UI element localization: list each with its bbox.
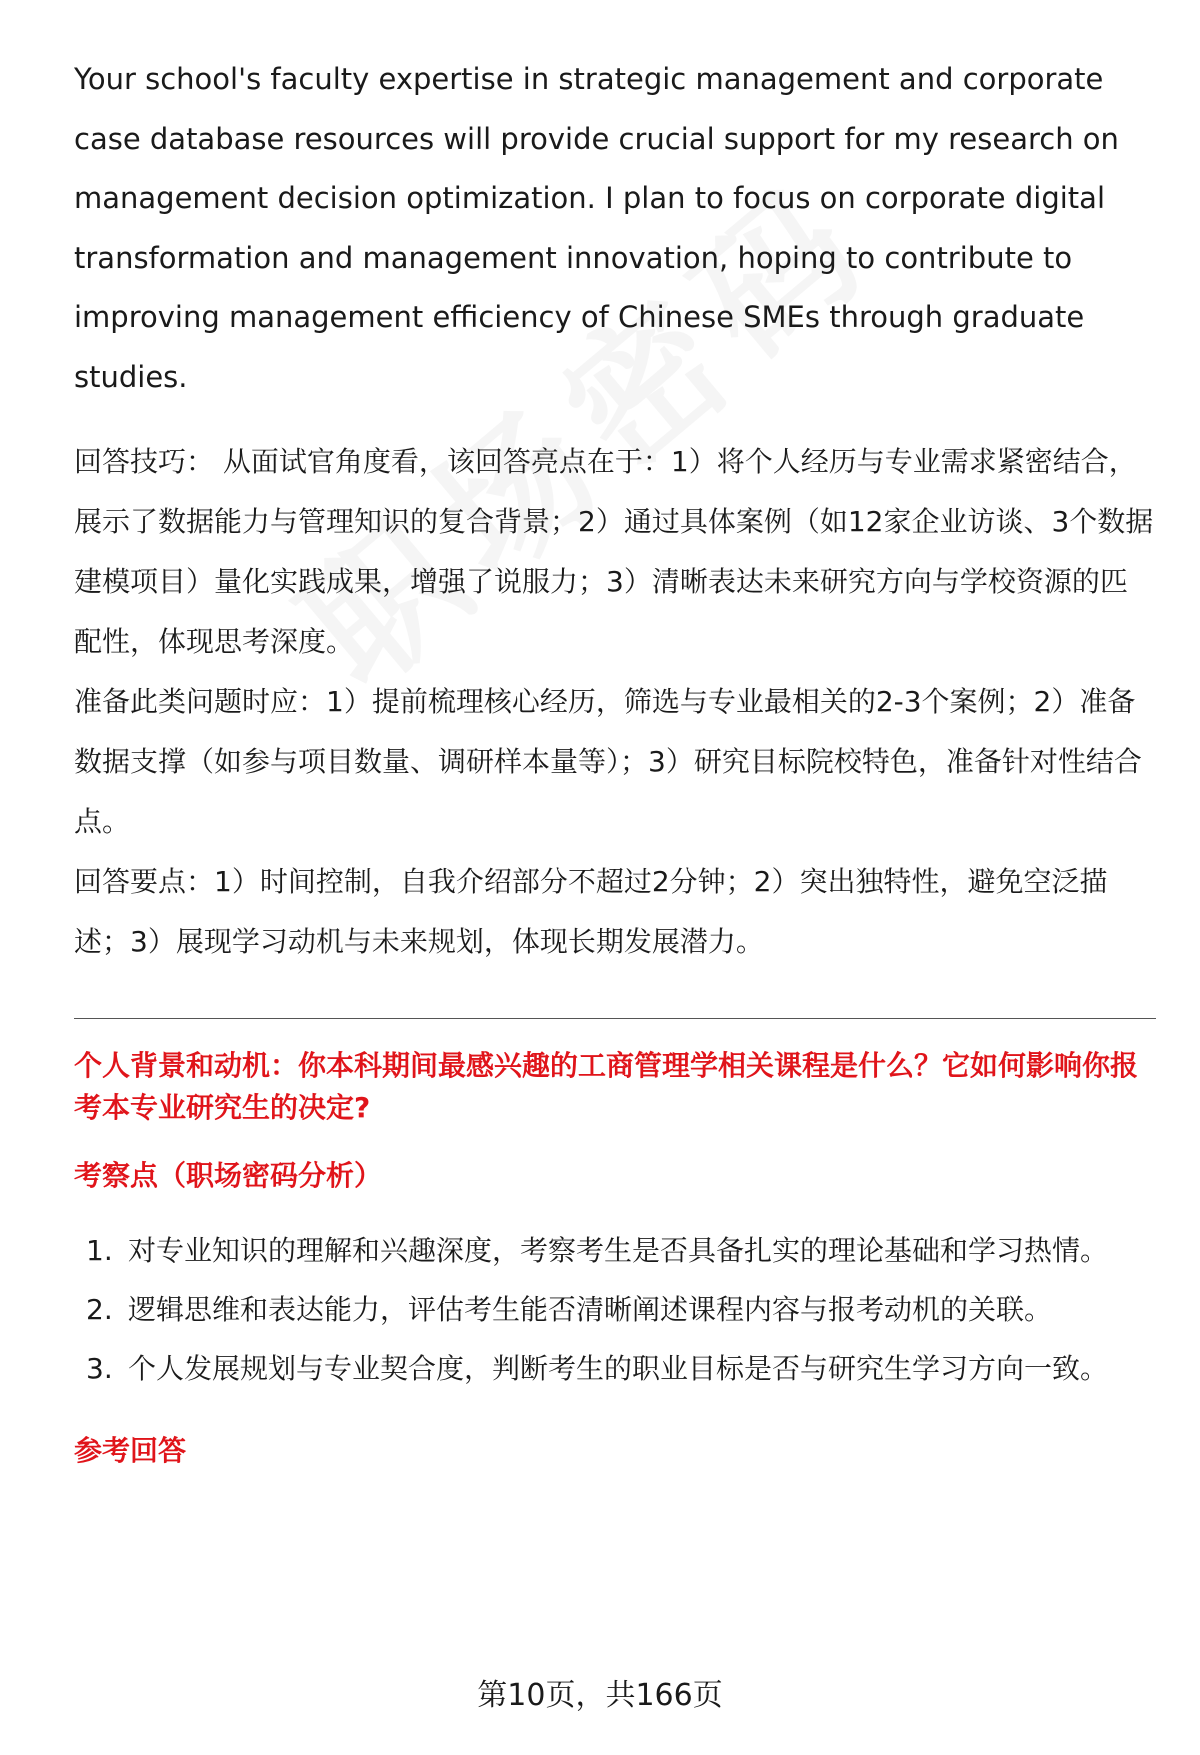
document-body — [74, 50, 1154, 1472]
assessment-heading: 考察点（职场密码分析） — [74, 1159, 383, 1192]
page-number-footer: 第10页，共166页 — [477, 1678, 723, 1713]
list-item — [74, 1280, 1154, 1339]
preparation-paragraph: 准备此类问题时应：1）提前梳理核心经历，筛选与专业最相关的2-3个案例；2）准备数据支撑（如参与项目数量、调研样本量等）；3）研究目标院校特色，准备针对性结合点。 — [74, 685, 1142, 838]
assessment-list — [74, 1221, 1154, 1398]
list-item-number: 1. — [86, 1234, 113, 1267]
list-item-number: 3. — [86, 1352, 113, 1385]
section-divider — [74, 1018, 1156, 1019]
answer-tips-paragraph: 回答技巧： 从面试官角度看，该回答亮点在于：1）将个人经历与专业需求紧密结合，展示了数据能力与管理知识的复合背景；2）通过具体案例（如12家企业访谈、3个数据建模项目）量化实践成果，增强了说服力；3）清晰表达未来研究方向与学校资源的匹配性，体现思考深度。 — [74, 445, 1154, 658]
list-item-text: 个人发展规划与专业契合度，判断考生的职业目标是否与研究生学习方向一致。 — [128, 1352, 1109, 1385]
reference-answer-heading: 参考回答 — [74, 1434, 187, 1467]
question-title: 个人背景和动机：你本科期间最感兴趣的工商管理学相关课程是什么？它如何影响你报考本专业研究生的决定? — [74, 1049, 1139, 1124]
intro-paragraph: Your school's faculty expertise in strategic management and corporate case database resources will provide crucial support for my research on management decision optimization. I plan to focus on corporate digital transformation and management innovation, hoping to contribute to improving management efficiency of Chinese SMEs through graduate studies. — [74, 62, 1119, 394]
list-item-number: 2. — [86, 1293, 113, 1326]
list-item-text: 对专业知识的理解和兴趣深度，考察考生是否具备扎实的理论基础和学习热情。 — [128, 1234, 1109, 1267]
key-points-paragraph: 回答要点：1）时间控制，自我介绍部分不超过2分钟；2）突出独特性，避免空泛描述；3）展现学习动机与未来规划，体现长期发展潜力。 — [74, 865, 1108, 958]
list-item — [74, 1339, 1154, 1398]
list-item — [74, 1221, 1154, 1280]
list-item-text: 逻辑思维和表达能力，评估考生能否清晰阐述课程内容与报考动机的关联。 — [128, 1293, 1053, 1326]
